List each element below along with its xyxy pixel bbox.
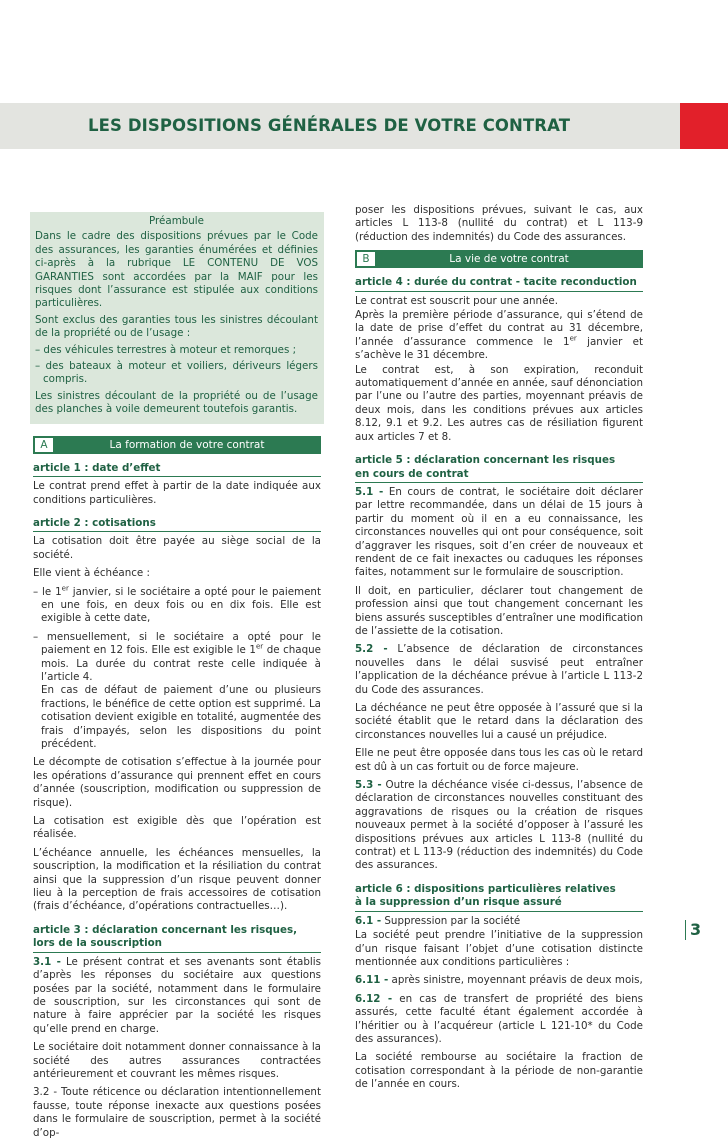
article-paragraph: L’échéance annuelle, les échéances mensuelles, la souscription, la modification et la résiliation du contrat ainsi que la suppression d’un risque peuvent donner lieu à la perception de frais accessoires de cotisation (frais d’échéance, d’opérations contractuelles…). xyxy=(33,846,321,913)
article-paragraph: 6.11 - après sinistre, moyennant préavis de deux mois, xyxy=(355,974,643,987)
section-letter: A xyxy=(35,438,53,452)
section-title: La vie de votre contrat xyxy=(449,253,569,266)
article-paragraph: 3.2 - Toute réticence ou déclaration intentionnellement fausse, toute réponse inexacte aux questions posées dans le formulaire de souscription, permet à la société d’op- xyxy=(33,1086,321,1139)
left-column xyxy=(33,212,321,1145)
article-paragraph: La société peut prendre l’initiative de la suppression d’un risque faisant l’objet d’une cotisation distincte mentionnée aux conditions particulières : xyxy=(355,929,643,968)
article-paragraph: Le contrat prend effet à partir de la date indiquée aux conditions particulières. xyxy=(33,480,321,506)
article-paragraph: poser les dispositions prévues, suivant le cas, aux articles L 113-8 (nullité du contrat) et L 113-9 (réduction des indemnités) du Code des assurances. xyxy=(355,204,643,243)
article-paragraph: 6.1 - Suppression par la société xyxy=(355,914,521,927)
article-paragraph: Le sociétaire doit notamment donner connaissance à la société des autres assurances contractées antérieurement et couvrant les mêmes risques. xyxy=(33,1041,321,1080)
header-red-tab xyxy=(680,103,728,149)
article-paragraph: La société rembourse au sociétaire la fraction de cotisation correspondant à la période de non-garantie de l’année en cours. xyxy=(355,1051,643,1091)
preambule-list-item: – des véhicules terrestres à moteur et remorques ; xyxy=(35,343,297,356)
preambule-paragraph: Sont exclus des garanties tous les sinistres découlant de la propriété ou de l’usage : xyxy=(35,313,318,340)
preambule-box xyxy=(30,212,324,424)
section-header-a xyxy=(33,436,321,454)
article-6-title: article 6 : dispositions particulières relatives à la suppression d’un risque assuré xyxy=(355,883,643,912)
article-4-title: article 4 : durée du contrat - tacite reconduction xyxy=(355,276,643,291)
article-paragraph: Le contrat est, à son expiration, reconduit automatiquement d’année en année, sauf dénonciation par l’une ou l’autre des parties, moyennant préavis de deux mois, dans les conditions prévues aux articles 8.12, 9.1 et 9.2. Les autres cas de résiliation figurent aux articles 7 et 8. xyxy=(355,363,643,443)
article-paragraph: Il doit, en particulier, déclarer tout changement de profession ainsi que tout changement concernant les biens assurés susceptibles d’entraîner une modification de l’assiette de la cotisation. xyxy=(355,584,643,637)
article-paragraph: 5.3 - Outre la déchéance visée ci-dessus, l’absence de déclaration de circonstances nouvelles constituant des aggravations de risques ou la création de risques nouveaux permet à la société d’opposer à l’assuré les dispositions prévues aux articles L 113-8 (nullité du contrat) et L 113-9 (réduction des indemnités) du Code des assurances. xyxy=(355,779,643,872)
section-title: La formation de votre contrat xyxy=(109,438,265,451)
preambule-list-item: – des bateaux à moteur et voiliers, dériveurs légers compris. xyxy=(35,360,318,386)
article-paragraph: Après la première période d’assurance, qui s’étend de la date de prise d’effet du contrat au 31 décembre, l’année d’assurance commence le 1er janvier et s’achève le 31 décembre. xyxy=(355,309,644,362)
article-1-title: article 1 : date d’effet xyxy=(33,462,321,477)
article-paragraph: La cotisation doit être payée au siège social de la société. xyxy=(33,535,321,561)
article-list-item: – le 1er janvier, si le sociétaire a opté pour le paiement en une fois, en deux fois ou en dix fois. Elle est exigible à cette date, xyxy=(33,584,321,625)
article-paragraph: Elle vient à échéance : xyxy=(33,567,150,580)
article-paragraph: La cotisation est exigible dès que l’opération est réalisée. xyxy=(33,815,321,841)
article-paragraph: 5.2 - L’absence de déclaration de circonstances nouvelles dans le délai susvisé peut entraîner l’application de la déchéance prévue à l’article L 113-2 du Code des assurances. xyxy=(355,643,643,696)
article-paragraph: 6.12 - en cas de transfert de propriété des biens assurés, cette faculté étant également accordée à l’héritier ou à l’acquéreur (article L 121-10* du Code des assurances). xyxy=(355,992,643,1045)
article-3-title: article 3 : déclaration concernant les risques, lors de la souscription xyxy=(33,924,321,953)
right-column xyxy=(355,204,643,1097)
article-paragraph: Le contrat est souscrit pour une année. xyxy=(355,294,559,307)
article-list-item: – mensuellement, si le sociétaire a opté pour le paiement en 12 fois. Elle est exigible le 1er de chaque mois. La durée du contrat reste celle indiquée à l’article 4. xyxy=(33,630,322,683)
page-title: LES DISPOSITIONS GÉNÉRALES DE VOTRE CONTRAT xyxy=(88,116,571,135)
preambule-title: Préambule xyxy=(149,215,204,227)
section-header-b xyxy=(355,250,643,268)
article-paragraph: Le décompte de cotisation s’effectue à la journée pour les opérations d’assurance qui prennent effet en cours d’année (souscription, modification ou suppression de risque). xyxy=(33,756,321,809)
article-paragraph: Elle ne peut être opposée dans tous les cas où le retard est dû à un cas fortuit ou de force majeure. xyxy=(355,747,643,773)
page-number: 3 xyxy=(685,920,728,940)
article-paragraph: 5.1 - En cours de contrat, le sociétaire doit déclarer par lettre recommandée, dans un délai de 15 jours à partir du moment où il en a eu connaissance, les circonstances nouvelles qui ont pour conséquence, soit d’aggraver les risques, soit d’en créer de nouveaux et rendent de ce fait inexactes ou caduques les réponses faites, notamment sur le formulaire de souscription. xyxy=(355,485,643,579)
preambule-paragraph: Dans le cadre des dispositions prévues par le Code des assurances, les garanties énumérées et définies ci-après à la rubrique LE CONTENU DE VOS GARANTIES sont accordées par la MAIF pour les risques dont l’assurance est stipulée aux conditions particulières. xyxy=(35,230,318,310)
header-banner xyxy=(0,103,728,149)
preambule-paragraph: Les sinistres découlant de la propriété ou de l’usage des planches à voile demeurent toutefois garantis. xyxy=(35,389,318,416)
article-paragraph: La déchéance ne peut être opposée à l’assuré que si la société établit que le retard dans la déclaration des circonstances nouvelles lui a causé un préjudice. xyxy=(355,702,643,741)
article-2-title: article 2 : cotisations xyxy=(33,517,321,532)
article-paragraph: En cas de défaut de paiement d’une ou plusieurs fractions, le bénéfice de cette option est supprimé. La cotisation devient exigible en totalité, augmentée des frais d’impayés, selon les dispositions du point précédent. xyxy=(41,684,321,750)
article-paragraph: 3.1 - Le présent contrat et ses avenants sont établis d’après les réponses du sociétaire aux questions posées par la société, notamment dans le formulaire de souscription, sur les circonstances qui sont de nature à faire apprécier par la société les risques qu’elle prend en charge. xyxy=(33,955,321,1035)
section-letter: B xyxy=(357,252,375,266)
article-5-title: article 5 : déclaration concernant les risques en cours de contrat xyxy=(355,454,643,483)
